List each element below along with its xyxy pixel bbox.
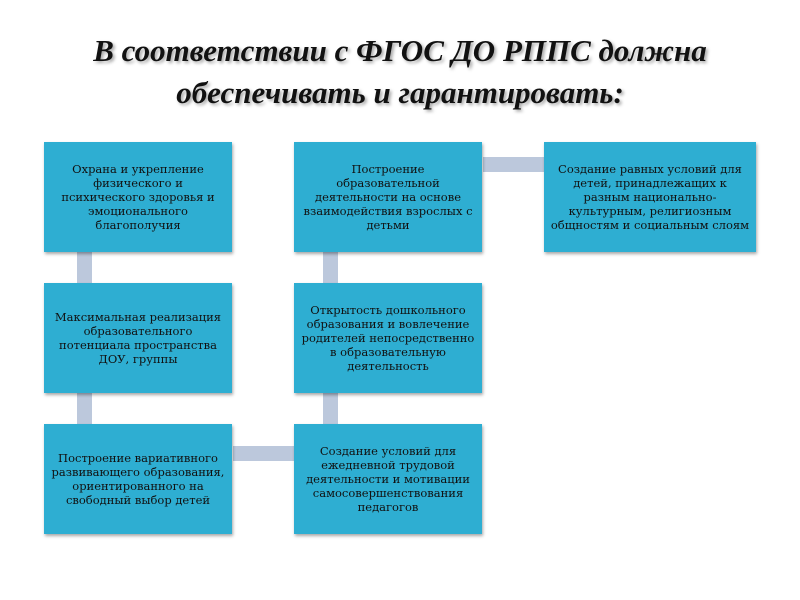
box-protection xyxy=(44,142,232,252)
connector-openness-interaction xyxy=(323,252,338,283)
title-line-2: обеспечивать и гарантировать: xyxy=(176,75,624,110)
box-equal xyxy=(544,142,756,252)
connector-variative-conditions xyxy=(233,446,294,461)
box-interaction xyxy=(294,142,482,252)
box-variative-text: Построение вариативного развивающего образования, ориентированного на свободный выбор детей xyxy=(51,451,225,507)
box-realization xyxy=(44,283,232,393)
box-variative xyxy=(44,424,232,534)
box-realization-text: Максимальная реализация образовательного потенциала пространства ДОУ, группы xyxy=(54,310,222,366)
box-interaction-text: Построение образовательной деятельности на основе взаимодействия взрослых с детьми xyxy=(303,162,473,232)
connector-conditions-openness xyxy=(323,393,338,424)
title-line-1: В соответствии с ФГОС ДО РППС должна xyxy=(93,33,707,68)
box-conditions xyxy=(294,424,482,534)
connector-protection-realization xyxy=(77,252,92,283)
connector-interaction-equal xyxy=(483,157,544,172)
box-equal-text: Создание равных условий для детей, принадлежащих к разным национально-культурным, религиозным общностям и социальным слоям xyxy=(550,162,750,232)
box-openness-text: Открытость дошкольного образования и вовлечение родителей непосредственно в образовательную деятельность xyxy=(301,303,475,373)
box-protection-text: Охрана и укрепление физического и психического здоровья и эмоционального благополучия xyxy=(61,162,215,232)
box-openness xyxy=(294,283,482,393)
box-conditions-text: Создание условий для ежедневной трудовой деятельности и мотивации самосовершенствования педагогов xyxy=(306,444,470,514)
slide-title xyxy=(0,30,800,114)
connector-realization-variative xyxy=(77,393,92,424)
